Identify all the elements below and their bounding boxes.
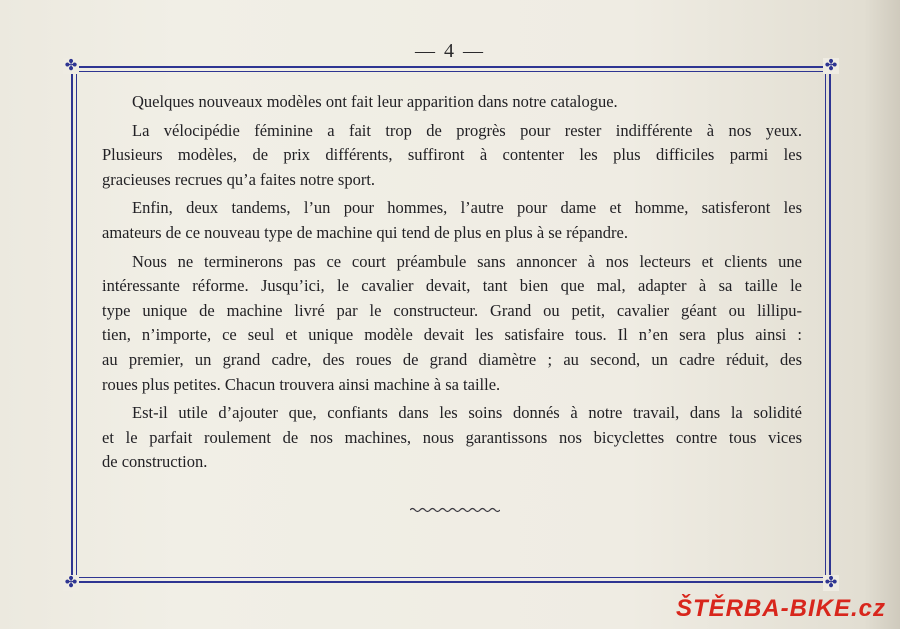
fleuron-ornament-icon: ✤: [64, 575, 78, 591]
paragraph: [102, 119, 802, 193]
paragraph: [102, 250, 802, 398]
text-line: Est-il utile d’ajouter que, confiants dans les soins donnés à notre travail, dans la solidité: [132, 403, 802, 423]
text-line: La vélocipédie féminine a fait trop de progrès pour rester indifférente à nos yeux.: [132, 120, 802, 140]
text-line: de construction.: [102, 452, 208, 472]
fleuron-ornament-icon: ✤: [824, 575, 838, 591]
text-line: Enfin, deux tandems, l’un pour hommes, l’autre pour dame et homme, satisferont les: [132, 198, 802, 218]
watermark-logo: [676, 595, 886, 623]
text-line: intéressante réforme. Jusqu’ici, le cavalier devait, tant bien que mal, adapter à sa taille le: [102, 276, 802, 296]
text-line: tien, n’importe, ce seul et unique modèle devait les satisfaire tous. Il n’en sera plus ainsi :: [102, 325, 802, 345]
watermark-part1: ŠTĚRBA: [675, 595, 781, 622]
paragraph: [102, 401, 802, 475]
text-line: Quelques nouveaux modèles ont fait leur apparition dans notre catalogue.: [132, 92, 618, 111]
wave-divider: [410, 506, 500, 514]
page-number: — 4 —: [415, 40, 485, 62]
fleuron-ornament-icon: ✤: [824, 58, 838, 74]
paragraph: [102, 90, 802, 115]
text-line: amateurs de ce nouveau type de machine qui tend de plus en plus à se répandre.: [102, 222, 628, 242]
text-line: et le parfait roulement de nos machines, nous garantissons nos bicyclettes contre tous vices: [102, 427, 802, 447]
paragraph: [102, 196, 802, 245]
watermark-part2: -BIKE.cz: [780, 595, 886, 622]
text-line: type unique de machine livré par le constructeur. Grand ou petit, cavalier géant ou lillipu-: [102, 300, 802, 320]
text-line: Nous ne terminerons pas ce court préambule sans annoncer à nos lecteurs et clients une: [132, 251, 802, 271]
body-text: [102, 90, 802, 479]
text-line: au premier, un grand cadre, des roues de grand diamètre ; au second, un cadre réduit, des: [102, 349, 802, 369]
text-line: roues plus petites. Chacun trouvera ainsi machine à sa taille.: [102, 374, 501, 394]
text-line: Plusieurs modèles, de prix différents, suffiront à contenter les plus difficiles parmi les: [102, 145, 802, 165]
fleuron-ornament-icon: ✤: [64, 58, 78, 74]
text-line: gracieuses recrues qu’a faites notre sport.: [102, 169, 376, 189]
